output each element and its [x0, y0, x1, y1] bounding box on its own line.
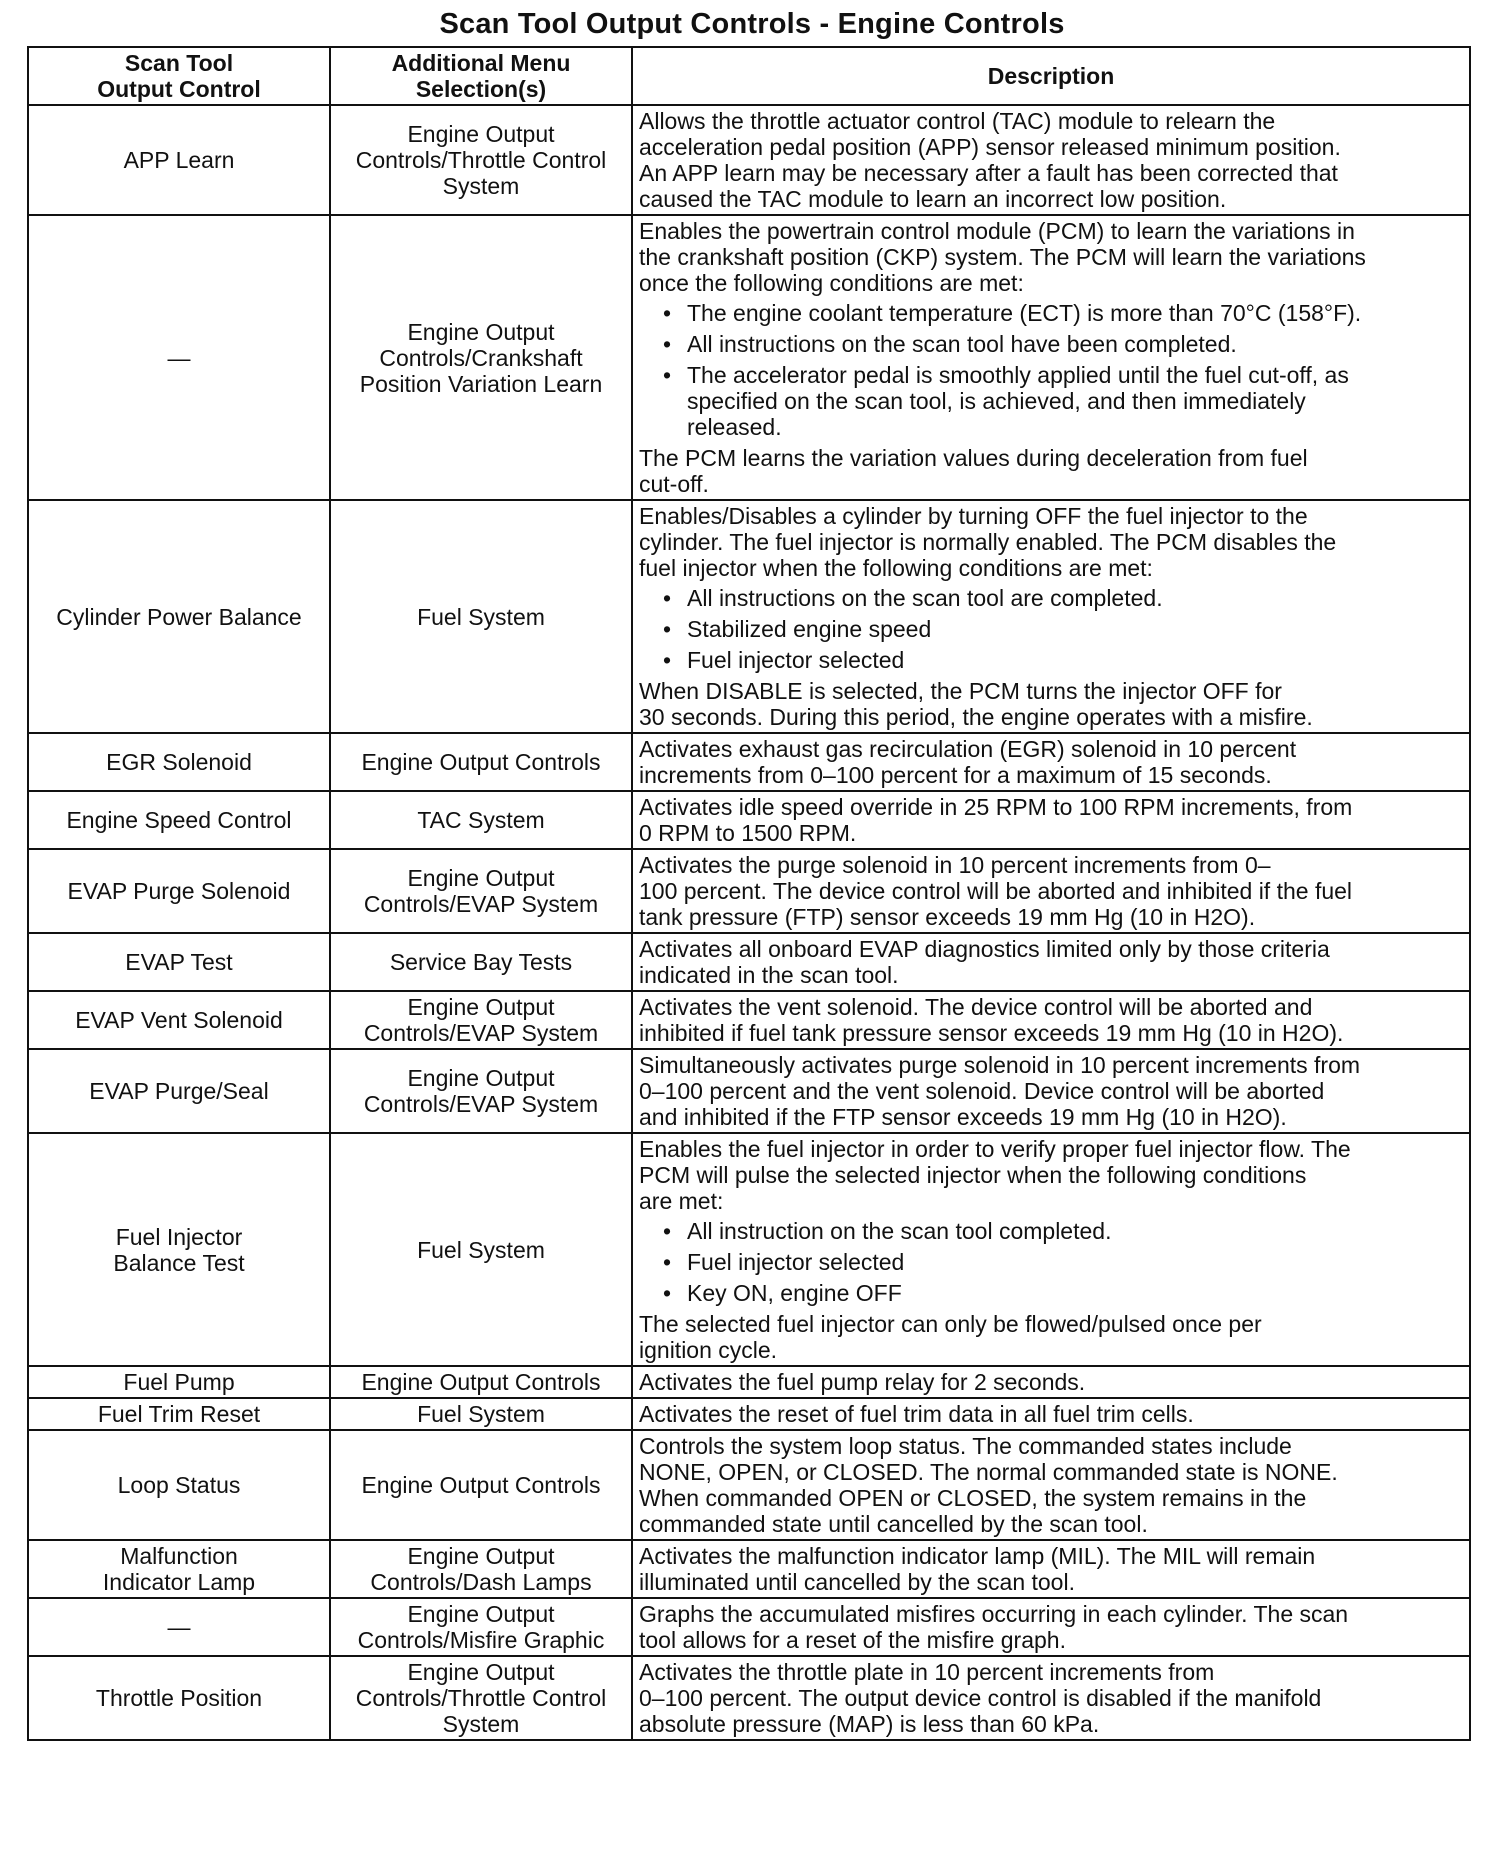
- output-control-cell: [28, 215, 330, 500]
- text-line: • Key ON, engine OFF: [687, 1280, 902, 1306]
- table-row: [28, 1656, 1470, 1740]
- text-line: Activates all onboard EVAP diagnostics limited only by those criteria: [639, 936, 1330, 962]
- description-cell: [632, 105, 1470, 215]
- text-line: Engine Speed Control: [66, 807, 292, 833]
- condition-item: [639, 616, 1463, 642]
- description-text: [639, 1136, 1463, 1214]
- description-text: [639, 794, 1463, 846]
- menu-selection-cell: [330, 215, 632, 500]
- text-line: —: [167, 1614, 191, 1640]
- menu-selection-cell: [330, 1049, 632, 1133]
- description-text: [639, 852, 1463, 930]
- text-line: commanded state until cancelled by the scan tool.: [639, 1511, 1148, 1537]
- condition-item: [639, 331, 1463, 357]
- text-line: Fuel System: [417, 1401, 545, 1427]
- output-control-cell: [28, 1366, 330, 1398]
- output-control-cell: [28, 991, 330, 1049]
- text-line: 0–100 percent. The output device control is disabled if the manifold: [639, 1685, 1322, 1711]
- table-row: [28, 105, 1470, 215]
- menu-selection-cell: [330, 1540, 632, 1598]
- text-line: NONE, OPEN, or CLOSED. The normal commanded state is NONE.: [639, 1459, 1338, 1485]
- text-line: Malfunction: [120, 1543, 238, 1569]
- menu-selection-cell: [330, 1656, 632, 1740]
- text-line: Simultaneously activates purge solenoid in 10 percent increments from: [639, 1052, 1361, 1078]
- description-text: [639, 1369, 1463, 1395]
- output-control-cell: [28, 1430, 330, 1540]
- table-row: [28, 1366, 1470, 1398]
- header-scan-tool-output-control: Scan Tool Output Control: [28, 47, 330, 105]
- description-cell: [632, 933, 1470, 991]
- text-line: illuminated until cancelled by the scan tool.: [639, 1569, 1075, 1595]
- text-line: Controls/Throttle Control: [355, 1685, 607, 1711]
- text-line: Graphs the accumulated misfires occurring in each cylinder. The scan: [639, 1601, 1349, 1627]
- text-line: Fuel Pump: [123, 1369, 235, 1395]
- text-line: Activates the vent solenoid. The device control will be aborted and: [639, 994, 1313, 1020]
- description-text: [639, 1543, 1463, 1595]
- text-line: EVAP Test: [125, 949, 233, 975]
- table-row: [28, 215, 1470, 500]
- text-line: EVAP Purge/Seal: [89, 1078, 269, 1104]
- text-line: When DISABLE is selected, the PCM turns the injector OFF for: [639, 678, 1282, 704]
- text-line: • All instructions on the scan tool have been completed.: [687, 331, 1237, 357]
- condition-item: [639, 1280, 1463, 1306]
- output-control-cell: [28, 933, 330, 991]
- description-cell: [632, 791, 1470, 849]
- description-text: [639, 503, 1463, 581]
- text-line: Enables the fuel injector in order to verify proper fuel injector flow. The: [639, 1136, 1351, 1162]
- text-line: • The accelerator pedal is smoothly applied until the fuel cut-off, as: [687, 362, 1349, 388]
- text-line: caused the TAC module to learn an incorrect low position.: [639, 186, 1227, 212]
- text-line: cut-off.: [639, 471, 709, 497]
- table-row: [28, 1598, 1470, 1656]
- text-line: Engine Output: [407, 121, 555, 147]
- text-line: Controls/EVAP System: [363, 891, 599, 917]
- description-cell: [632, 1430, 1470, 1540]
- text-line: TAC System: [417, 807, 545, 833]
- text-line: tank pressure (FTP) sensor exceeds 19 mm Hg (10 in H2O).: [639, 904, 1256, 930]
- text-line: Controls/EVAP System: [363, 1020, 599, 1046]
- menu-selection-cell: [330, 933, 632, 991]
- text-line: 100 percent. The device control will be aborted and inhibited if the fuel: [639, 878, 1353, 904]
- text-line: Activates the malfunction indicator lamp (MIL). The MIL will remain: [639, 1543, 1316, 1569]
- text-line: System: [442, 1711, 520, 1737]
- text-line: System: [442, 173, 520, 199]
- menu-selection-cell: [330, 1366, 632, 1398]
- condition-list: [639, 585, 1463, 673]
- text-line: Fuel Injector: [115, 1223, 243, 1250]
- text-line: Controls/Throttle Control: [355, 147, 607, 173]
- text-line: When commanded OPEN or CLOSED, the system remains in the: [639, 1485, 1307, 1511]
- text-line: PCM will pulse the selected injector when the following conditions: [639, 1162, 1307, 1188]
- text-line: specified on the scan tool, is achieved, and then immediately: [687, 388, 1306, 414]
- text-line: Fuel System: [417, 1236, 545, 1263]
- condition-item: [639, 1218, 1463, 1244]
- text-line: Fuel System: [417, 603, 545, 630]
- description-text: [639, 108, 1463, 212]
- description-cell: [632, 991, 1470, 1049]
- description-cell: [632, 849, 1470, 933]
- menu-selection-cell: [330, 500, 632, 733]
- text-line: Engine Output Controls: [361, 749, 601, 775]
- description-note: [639, 678, 1463, 730]
- text-line: 30 seconds. During this period, the engine operates with a misfire.: [639, 704, 1313, 730]
- text-line: Service Bay Tests: [389, 949, 573, 975]
- menu-selection-cell: [330, 1133, 632, 1366]
- text-line: Engine Output: [407, 318, 555, 345]
- output-control-cell: [28, 1133, 330, 1366]
- text-line: released.: [687, 414, 782, 440]
- text-line: Engine Output: [407, 1659, 555, 1685]
- table-row: [28, 1133, 1470, 1366]
- text-line: EVAP Purge Solenoid: [67, 878, 291, 904]
- text-line: Allows the throttle actuator control (TAC) module to relearn the: [639, 108, 1276, 134]
- text-line: Activates the throttle plate in 10 percent increments from: [639, 1659, 1215, 1685]
- table-row: [28, 500, 1470, 733]
- text-line: Activates idle speed override in 25 RPM to 100 RPM increments, from: [639, 794, 1353, 820]
- header-description: Description: [632, 47, 1470, 105]
- text-line: • All instructions on the scan tool are completed.: [687, 585, 1163, 611]
- menu-selection-cell: [330, 1598, 632, 1656]
- description-cell: [632, 1366, 1470, 1398]
- menu-selection-cell: [330, 791, 632, 849]
- text-line: Loop Status: [117, 1472, 241, 1498]
- text-line: ignition cycle.: [639, 1337, 778, 1363]
- text-line: Engine Output: [407, 1543, 555, 1569]
- text-line: The selected fuel injector can only be flowed/pulsed once per: [639, 1311, 1262, 1337]
- output-control-cell: [28, 1049, 330, 1133]
- output-controls-table: [27, 46, 1471, 1741]
- description-cell: [632, 1540, 1470, 1598]
- menu-selection-cell: [330, 991, 632, 1049]
- condition-item: [639, 647, 1463, 673]
- text-line: EGR Solenoid: [106, 749, 252, 775]
- description-text: [639, 1659, 1463, 1737]
- text-line: tool allows for a reset of the misfire graph.: [639, 1627, 1066, 1653]
- description-text: [639, 218, 1463, 296]
- text-line: fuel injector when the following conditions are met:: [639, 555, 1153, 581]
- output-control-cell: [28, 733, 330, 791]
- text-line: Engine Output Controls: [361, 1369, 601, 1395]
- text-line: —: [167, 344, 191, 371]
- text-line: Indicator Lamp: [102, 1569, 256, 1595]
- text-line: Engine Output: [407, 1065, 555, 1091]
- text-line: Engine Output: [407, 1601, 555, 1627]
- text-line: once the following conditions are met:: [639, 270, 1024, 296]
- text-line: Balance Test: [113, 1249, 245, 1276]
- description-cell: [632, 1133, 1470, 1366]
- condition-item: [639, 300, 1463, 326]
- text-line: • The engine coolant temperature (ECT) is more than 70°C (158°F).: [687, 300, 1362, 326]
- text-line: Activates exhaust gas recirculation (EGR) solenoid in 10 percent: [639, 736, 1297, 762]
- text-line: cylinder. The fuel injector is normally enabled. The PCM disables the: [639, 529, 1337, 555]
- page-title: Scan Tool Output Controls - Engine Controls: [439, 8, 1065, 40]
- text-line: Controls/EVAP System: [363, 1091, 599, 1117]
- table-row: [28, 849, 1470, 933]
- text-line: APP Learn: [123, 147, 235, 173]
- description-text: [639, 1401, 1463, 1427]
- text-line: Engine Output Controls: [361, 1472, 601, 1498]
- text-line: inhibited if fuel tank pressure sensor exceeds 19 mm Hg (10 in H2O).: [639, 1020, 1344, 1046]
- condition-list: [639, 300, 1463, 440]
- description-note: [639, 1311, 1463, 1363]
- text-line: 0 RPM to 1500 RPM.: [639, 820, 857, 846]
- description-cell: [632, 1656, 1470, 1740]
- description-cell: [632, 215, 1470, 500]
- text-line: • Fuel injector selected: [687, 1249, 905, 1275]
- condition-list: [639, 1218, 1463, 1306]
- table-row: [28, 933, 1470, 991]
- condition-item: [639, 362, 1463, 440]
- description-cell: [632, 1598, 1470, 1656]
- text-line: Engine Output: [407, 865, 555, 891]
- text-line: Fuel Trim Reset: [97, 1401, 261, 1427]
- text-line: 0–100 percent and the vent solenoid. Device control will be aborted: [639, 1078, 1325, 1104]
- text-line: Enables the powertrain control module (PCM) to learn the variations in: [639, 218, 1355, 244]
- menu-selection-cell: [330, 1430, 632, 1540]
- description-cell: [632, 500, 1470, 733]
- text-line: Activates the reset of fuel trim data in all fuel trim cells.: [639, 1401, 1194, 1427]
- text-line: EVAP Vent Solenoid: [75, 1007, 283, 1033]
- table-row: [28, 1540, 1470, 1598]
- description-cell: [632, 1398, 1470, 1430]
- menu-selection-cell: [330, 105, 632, 215]
- text-line: indicated in the scan tool.: [639, 962, 899, 988]
- output-control-cell: [28, 1598, 330, 1656]
- description-note: [639, 445, 1463, 497]
- text-line: Enables/Disables a cylinder by turning OFF the fuel injector to the: [639, 503, 1308, 529]
- text-line: Controls the system loop status. The commanded states include: [639, 1433, 1292, 1459]
- table-row: [28, 1049, 1470, 1133]
- table-row: [28, 791, 1470, 849]
- table-row: [28, 991, 1470, 1049]
- text-line: are met:: [639, 1188, 724, 1214]
- header-row: [28, 47, 1470, 105]
- text-line: Controls/Misfire Graphic: [357, 1627, 605, 1653]
- condition-item: [639, 585, 1463, 611]
- header-additional-menu-selection: Additional Menu Selection(s): [330, 47, 632, 105]
- table-row: [28, 1398, 1470, 1430]
- table-body: [28, 105, 1470, 1740]
- text-line: • All instruction on the scan tool completed.: [687, 1218, 1112, 1244]
- text-line: the crankshaft position (CKP) system. The PCM will learn the variations: [639, 244, 1366, 270]
- description-text: [639, 994, 1463, 1046]
- output-control-cell: [28, 500, 330, 733]
- text-line: Activates the purge solenoid in 10 percent increments from 0–: [639, 852, 1271, 878]
- output-control-cell: [28, 791, 330, 849]
- menu-selection-cell: [330, 733, 632, 791]
- text-line: The PCM learns the variation values during deceleration from fuel: [639, 445, 1308, 471]
- description-cell: [632, 733, 1470, 791]
- text-line: An APP learn may be necessary after a fault has been corrected that: [639, 160, 1338, 186]
- table-row: [28, 733, 1470, 791]
- text-line: and inhibited if the FTP sensor exceeds 19 mm Hg (10 in H2O).: [639, 1104, 1287, 1130]
- output-control-cell: [28, 1656, 330, 1740]
- description-text: [639, 736, 1463, 788]
- text-line: Cylinder Power Balance: [56, 603, 302, 630]
- output-control-cell: [28, 849, 330, 933]
- text-line: increments from 0–100 percent for a maximum of 15 seconds.: [639, 762, 1272, 788]
- text-line: • Stabilized engine speed: [687, 616, 932, 642]
- text-line: Controls/Crankshaft: [379, 344, 583, 371]
- table-row: [28, 1430, 1470, 1540]
- menu-selection-cell: [330, 849, 632, 933]
- menu-selection-cell: [330, 1398, 632, 1430]
- text-line: Throttle Position: [95, 1685, 263, 1711]
- condition-item: [639, 1249, 1463, 1275]
- text-line: Position Variation Learn: [359, 370, 603, 397]
- output-control-cell: [28, 1540, 330, 1598]
- text-line: Engine Output: [407, 994, 555, 1020]
- output-control-cell: [28, 1398, 330, 1430]
- description-text: [639, 936, 1463, 988]
- text-line: Controls/Dash Lamps: [370, 1569, 592, 1595]
- text-line: • Fuel injector selected: [687, 647, 905, 673]
- description-text: [639, 1601, 1463, 1653]
- description-cell: [632, 1049, 1470, 1133]
- description-text: [639, 1052, 1463, 1130]
- output-control-cell: [28, 105, 330, 215]
- description-text: [639, 1433, 1463, 1537]
- text-line: acceleration pedal position (APP) sensor released minimum position.: [639, 134, 1341, 160]
- text-line: absolute pressure (MAP) is less than 60 kPa.: [639, 1711, 1100, 1737]
- text-line: Activates the fuel pump relay for 2 seconds.: [639, 1369, 1086, 1395]
